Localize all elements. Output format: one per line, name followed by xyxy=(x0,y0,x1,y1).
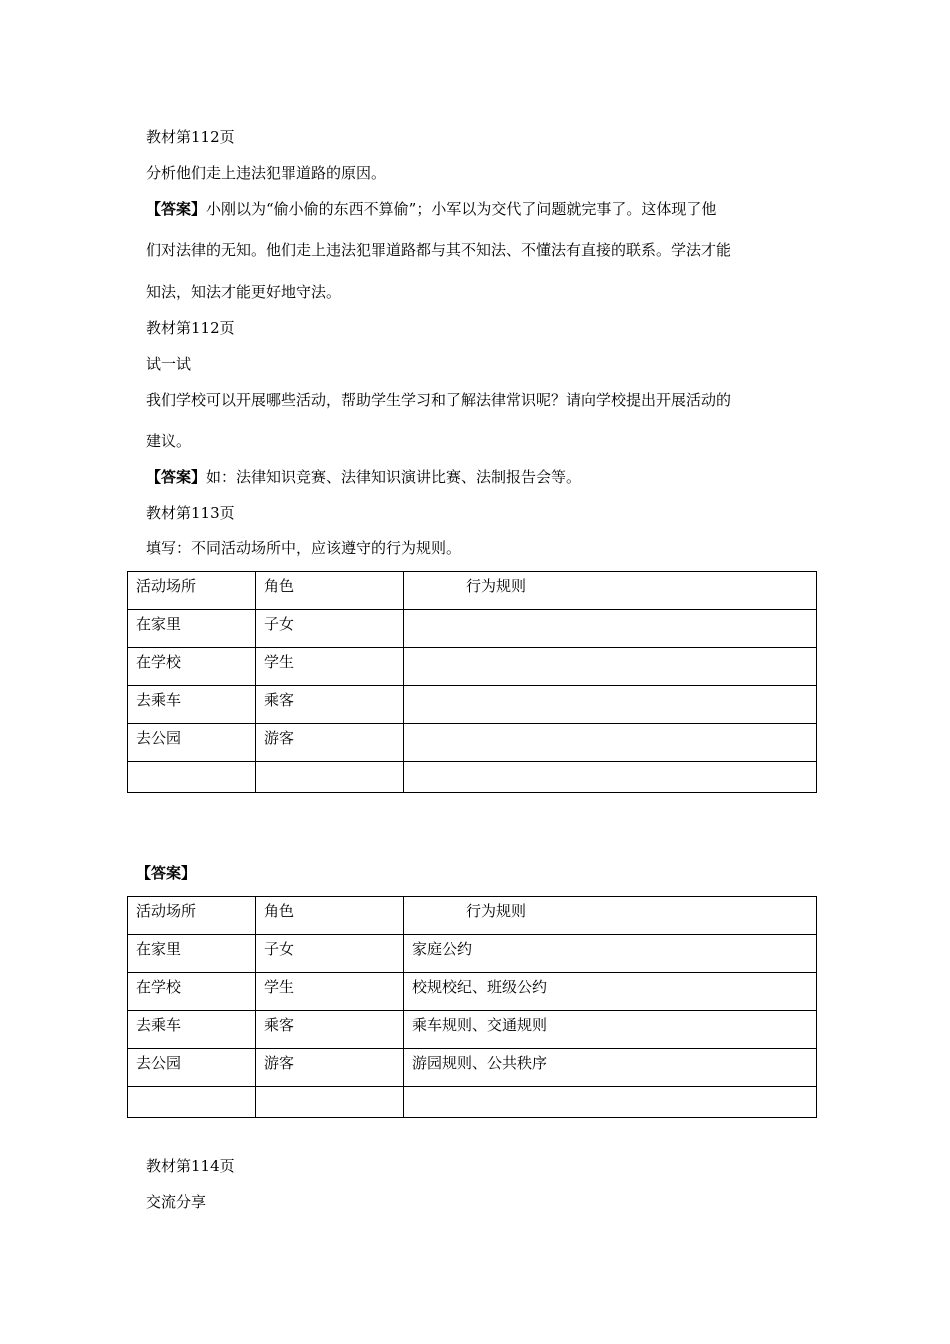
header-cell: 角色 xyxy=(256,897,404,935)
table-row xyxy=(128,1011,817,1049)
place-cell: 在家里 xyxy=(128,610,256,648)
rule-cell: 乘车规则、交通规则 xyxy=(404,1011,817,1049)
table-header-row xyxy=(128,572,817,610)
rule-cell xyxy=(404,610,817,648)
role-cell xyxy=(256,1087,404,1118)
place-cell: 去乘车 xyxy=(128,1011,256,1049)
answer-text: 如：法律知识竞赛、法律知识演讲比赛、法制报告会等。 xyxy=(206,468,582,486)
rule-cell: 家庭公约 xyxy=(404,935,817,973)
table-row xyxy=(128,762,817,793)
table-row xyxy=(128,724,817,762)
answer-text: 知法，知法才能更好地守法。 xyxy=(146,283,342,301)
answer-text: 小刚以为“偷小偷的东西不算偷”；小军以为交代了问题就完事了。这体现了他 xyxy=(206,200,717,218)
rule-cell xyxy=(404,724,817,762)
question-text: 我们学校可以开展哪些活动，帮助学生学习和了解法律常识呢？请向学校提出开展活动的 xyxy=(146,391,732,409)
page-label: 教材第113页 xyxy=(146,504,235,522)
question-text: 分析他们走上违法犯罪道路的原因。 xyxy=(146,164,387,182)
blank-rules-table xyxy=(127,571,817,793)
rule-cell xyxy=(404,762,817,793)
role-cell: 游客 xyxy=(256,1049,404,1087)
role-cell: 乘客 xyxy=(256,1011,404,1049)
place-cell xyxy=(128,1087,256,1118)
answer-paragraph xyxy=(146,467,581,487)
table-row xyxy=(128,610,817,648)
answer-label: 【答案】 xyxy=(146,468,207,486)
place-cell: 在学校 xyxy=(128,648,256,686)
place-cell xyxy=(128,762,256,793)
section-title: 交流分享 xyxy=(146,1193,207,1211)
rule-cell: 校规校纪、班级公约 xyxy=(404,973,817,1011)
page-label: 教材第112页 xyxy=(146,128,235,146)
header-cell: 角色 xyxy=(256,572,404,610)
role-cell: 子女 xyxy=(256,610,404,648)
section-title: 试一试 xyxy=(146,355,192,373)
place-cell: 在学校 xyxy=(128,973,256,1011)
rule-cell xyxy=(404,686,817,724)
answer-label: 【答案】 xyxy=(136,864,197,882)
header-cell: 行为规则 xyxy=(404,572,817,610)
role-cell: 乘客 xyxy=(256,686,404,724)
question-text: 建议。 xyxy=(146,432,192,450)
page-label: 教材第114页 xyxy=(146,1157,235,1175)
place-cell: 在家里 xyxy=(128,935,256,973)
header-cell: 行为规则 xyxy=(404,897,817,935)
table-row xyxy=(128,935,817,973)
header-cell: 活动场所 xyxy=(128,897,256,935)
role-cell: 学生 xyxy=(256,648,404,686)
place-cell: 去乘车 xyxy=(128,686,256,724)
header-cell: 活动场所 xyxy=(128,572,256,610)
role-cell: 游客 xyxy=(256,724,404,762)
page-label: 教材第112页 xyxy=(146,319,235,337)
answer-rules-table xyxy=(127,896,817,1118)
rule-cell xyxy=(404,648,817,686)
rule-cell xyxy=(404,1087,817,1118)
role-cell: 学生 xyxy=(256,973,404,1011)
place-cell: 去公园 xyxy=(128,724,256,762)
answer-paragraph xyxy=(146,199,716,219)
answer-text: 们对法律的无知。他们走上违法犯罪道路都与其不知法、不懂法有直接的联系。学法才能 xyxy=(146,241,732,259)
role-cell xyxy=(256,762,404,793)
table-row xyxy=(128,1049,817,1087)
rule-cell: 游园规则、公共秩序 xyxy=(404,1049,817,1087)
role-cell: 子女 xyxy=(256,935,404,973)
table-row xyxy=(128,686,817,724)
table-header-row xyxy=(128,897,817,935)
table-row xyxy=(128,1087,817,1118)
table-row xyxy=(128,973,817,1011)
question-text: 填写：不同活动场所中，应该遵守的行为规则。 xyxy=(146,539,462,557)
place-cell: 去公园 xyxy=(128,1049,256,1087)
table-row xyxy=(128,648,817,686)
answer-label: 【答案】 xyxy=(146,200,207,218)
